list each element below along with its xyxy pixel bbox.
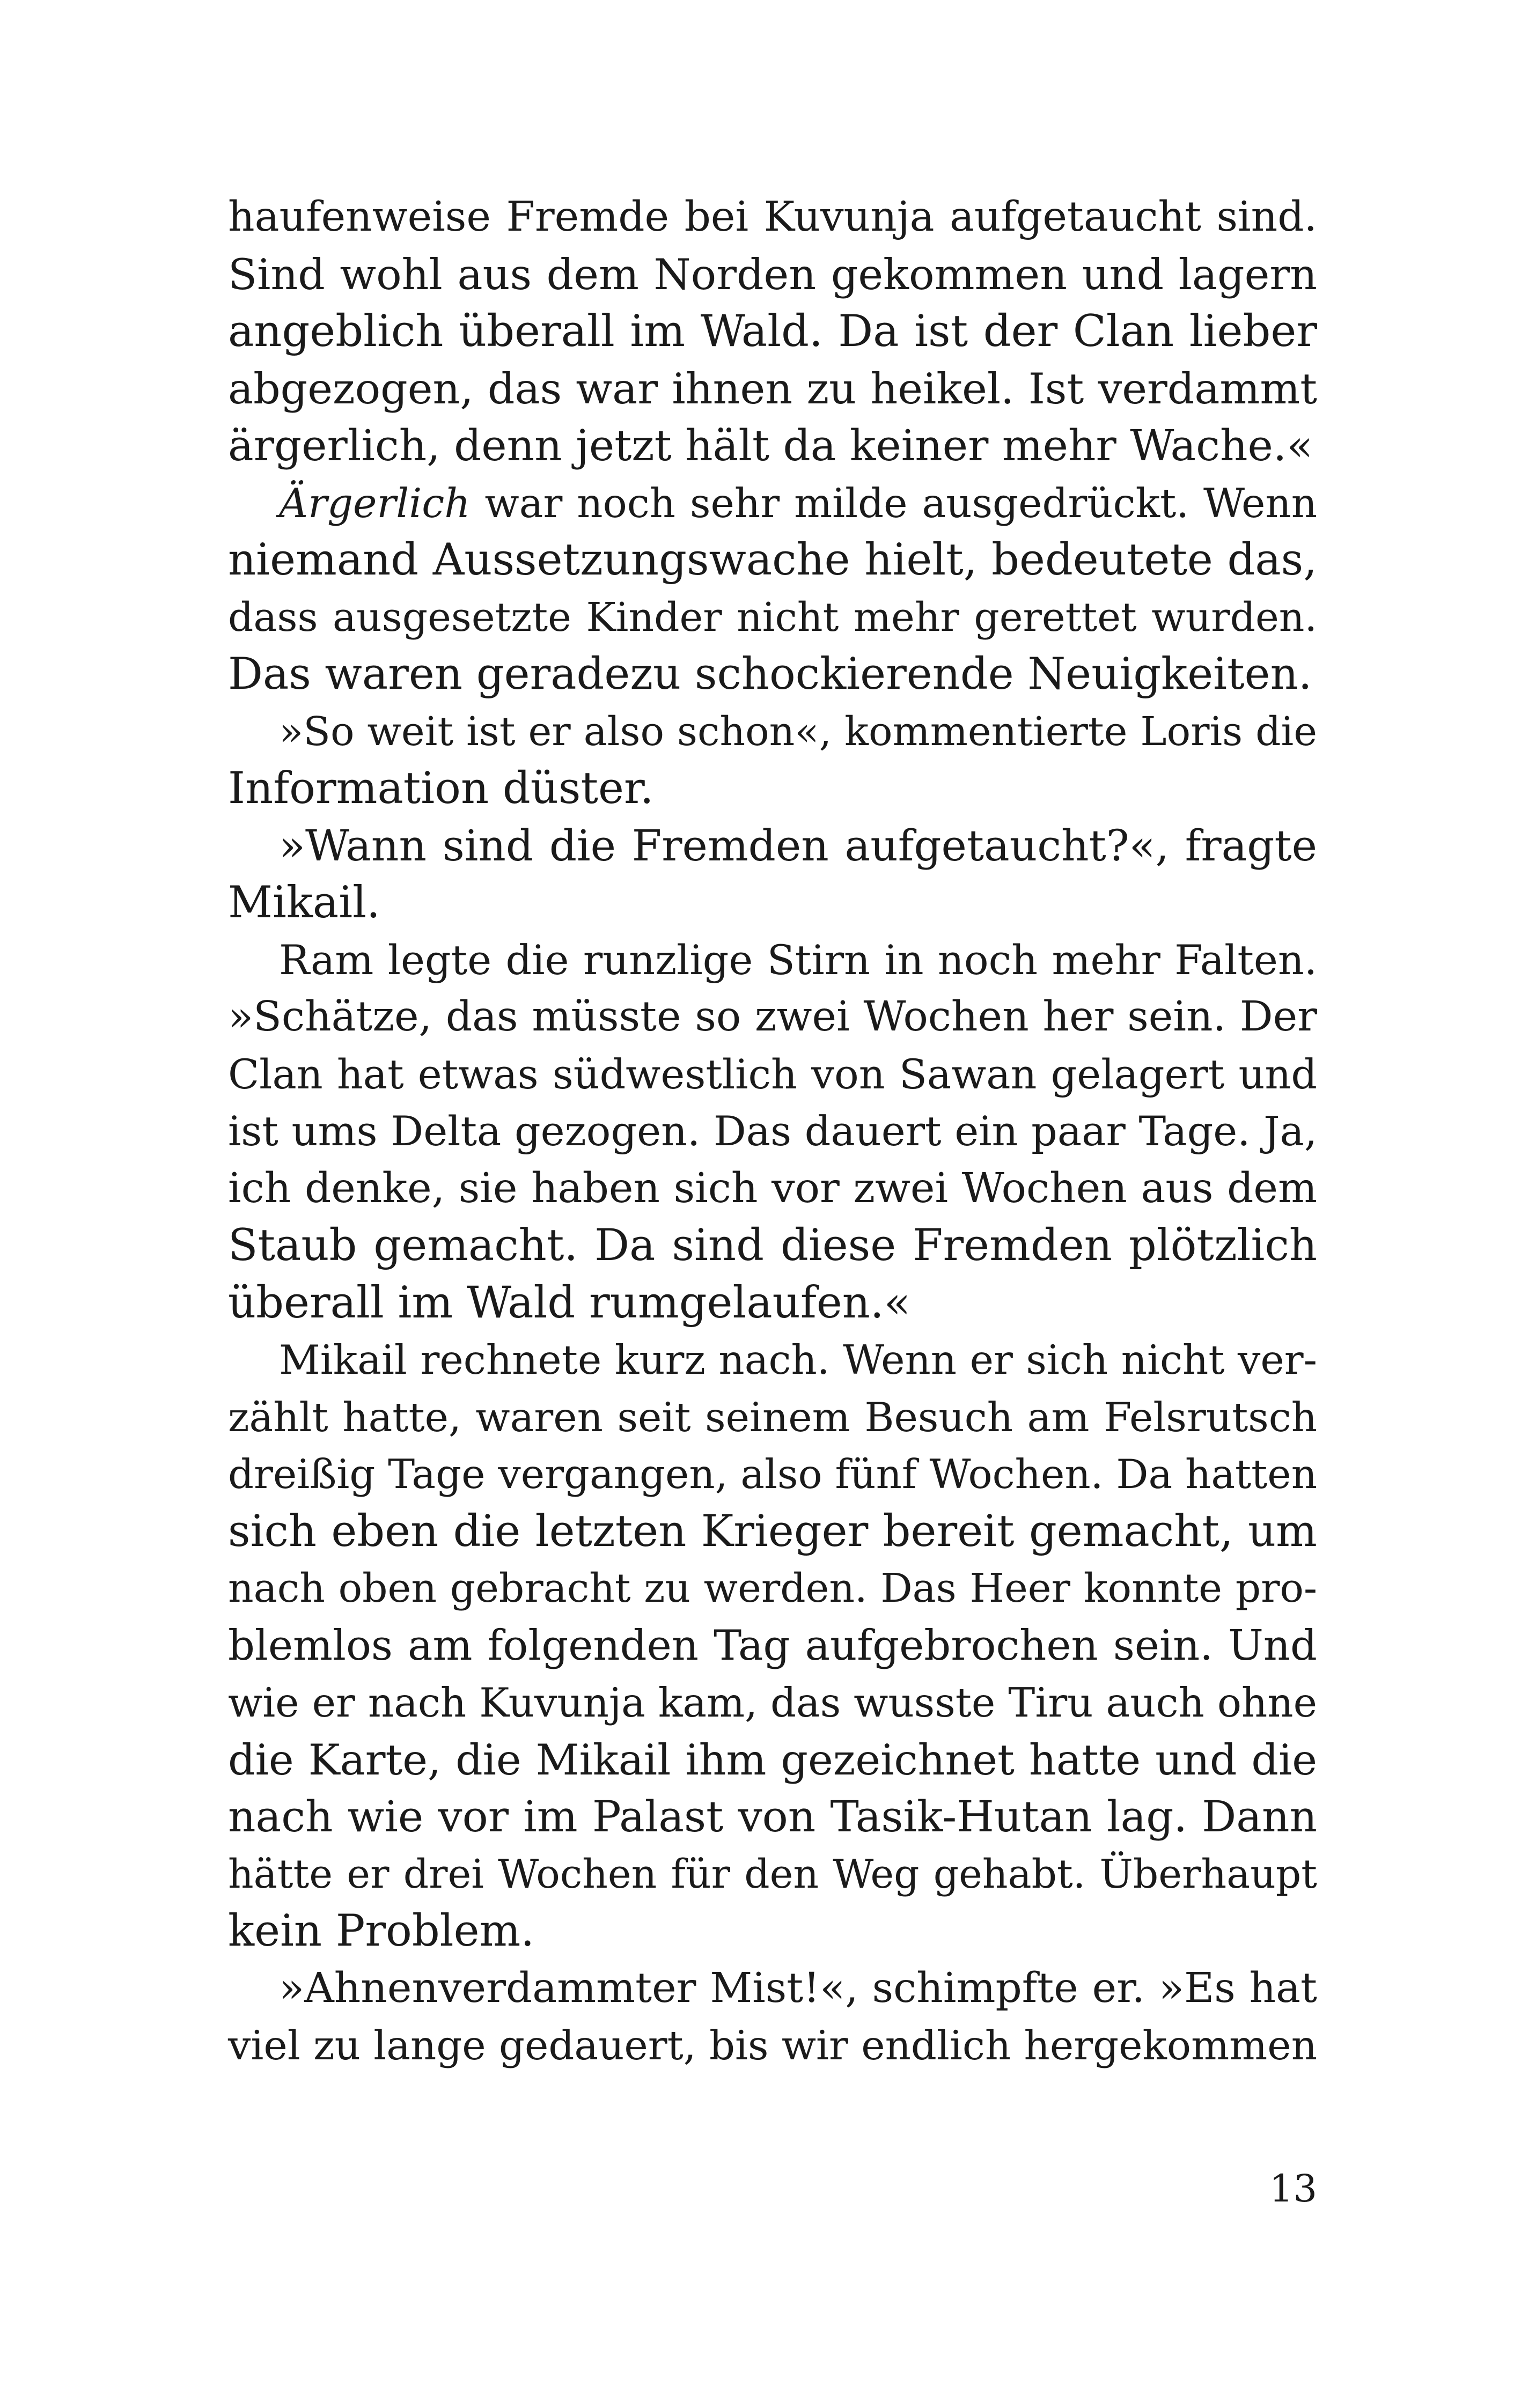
text-line <box>228 303 1317 360</box>
line-text: ist ums Delta gezogen. Das dauert ein paar Tage. Ja, <box>228 1107 1317 1155</box>
line-text: ärgerlich, denn jetzt hält da keiner mehr Wache.« <box>228 421 1313 470</box>
line-text: hätte er drei Wochen für den Weg gehabt. Überhaupt <box>228 1851 1317 1897</box>
body-text <box>228 189 1317 2074</box>
line-text: überall im Wald rumgelaufen.« <box>228 1277 911 1328</box>
text-line <box>228 417 1317 475</box>
text-line <box>228 1046 1317 1103</box>
text-line <box>228 1617 1317 1675</box>
text-line <box>228 1732 1317 1789</box>
line-text: Mikail rechnete kurz nach. Wenn er sich nicht ver- <box>279 1336 1317 1383</box>
text-line <box>228 246 1317 304</box>
line-text: blemlos am folgenden Tag aufgebrochen sein. Und <box>228 1621 1317 1670</box>
text-line <box>228 1960 1317 2017</box>
text-line <box>228 818 1317 875</box>
text-line <box>228 475 1317 532</box>
line-text: niemand Aussetzungswache hielt, bedeutete das, <box>228 535 1317 585</box>
text-line <box>228 1103 1317 1160</box>
text-line <box>228 989 1317 1046</box>
line-text: Information düster. <box>228 763 654 814</box>
line-text: »Ahnenverdammter Mist!«, schimpfte er. »Es hat <box>279 1964 1317 2012</box>
text-line <box>228 2017 1317 2074</box>
text-line <box>228 932 1317 989</box>
line-text: wie er nach Kuvunja kam, das wusste Tiru auch ohne <box>228 1679 1317 1726</box>
text-line <box>228 646 1317 703</box>
text-line <box>228 1560 1317 1617</box>
page-number: 13 <box>1269 2167 1317 2211</box>
text-line <box>228 1331 1317 1389</box>
line-text: ich denke, sie haben sich vor zwei Wochen aus dem <box>228 1164 1317 1212</box>
text-line <box>228 874 1317 932</box>
text-line <box>228 189 1317 246</box>
line-text: angeblich überall im Wald. Da ist der Clan lieber <box>228 306 1317 357</box>
text-line <box>228 532 1317 589</box>
line-text: Mikail. <box>228 878 380 928</box>
text-line <box>228 703 1317 761</box>
line-text: nach wie vor im Palast von Tasik-Hutan lag. Dann <box>228 1792 1317 1842</box>
text-line <box>228 1160 1317 1218</box>
text-line <box>228 1846 1317 1903</box>
line-text: die Karte, die Mikail ihm gezeichnet hatte und die <box>228 1735 1317 1785</box>
text-line <box>228 760 1317 818</box>
line-text: »Wann sind die Fremden aufgetaucht?«, fragte <box>279 820 1317 871</box>
line-text: »So weit ist er also schon«, kommentierte Loris die <box>279 708 1317 755</box>
line-text: Sind wohl aus dem Norden gekommen und lagern <box>228 249 1317 299</box>
line-text: kein Problem. <box>228 1906 535 1956</box>
italic-word: Ärgerlich <box>279 479 471 527</box>
line-text: viel zu lange gedauert, bis wir endlich hergekommen <box>228 2022 1317 2069</box>
text-line <box>228 1674 1317 1732</box>
line-text: Das waren geradezu schockierende Neuigkeiten. <box>228 649 1312 699</box>
line-text: dreißig Tage vergangen, also fünf Wochen. Da hatten <box>228 1450 1317 1498</box>
line-text: dass ausgesetzte Kinder nicht mehr gerettet wurden. <box>228 594 1317 640</box>
text-line <box>228 589 1317 646</box>
line-text: »Schätze, das müsste so zwei Wochen her sein. Der <box>228 993 1317 1041</box>
line-text: war noch sehr milde ausgedrückt. Wenn <box>470 479 1317 527</box>
text-line <box>228 360 1317 418</box>
line-text: Clan hat etwas südwestlich von Sawan gelagert und <box>228 1050 1317 1098</box>
line-text: zählt hatte, waren seit seinem Besuch am Felsrutsch <box>228 1393 1317 1441</box>
line-text: Staub gemacht. Da sind diese Fremden plötzlich <box>228 1220 1317 1271</box>
line-text: sich eben die letzten Krieger bereit gemacht, um <box>228 1506 1317 1557</box>
line-text: Ram legte die runzlige Stirn in noch mehr Falten. <box>279 936 1317 984</box>
text-line <box>228 1275 1317 1332</box>
text-line <box>228 1217 1317 1275</box>
text-line <box>228 1446 1317 1503</box>
line-text: abgezogen, das war ihnen zu heikel. Ist verdammt <box>228 364 1317 414</box>
text-line <box>228 1389 1317 1446</box>
line-text: haufenweise Fremde bei Kuvunja aufgetaucht sind. <box>228 193 1317 241</box>
text-line <box>228 1903 1317 1960</box>
text-line <box>228 1788 1317 1846</box>
text-line <box>228 1503 1317 1560</box>
line-text: nach oben gebracht zu werden. Das Heer konnte pro- <box>228 1565 1317 1611</box>
